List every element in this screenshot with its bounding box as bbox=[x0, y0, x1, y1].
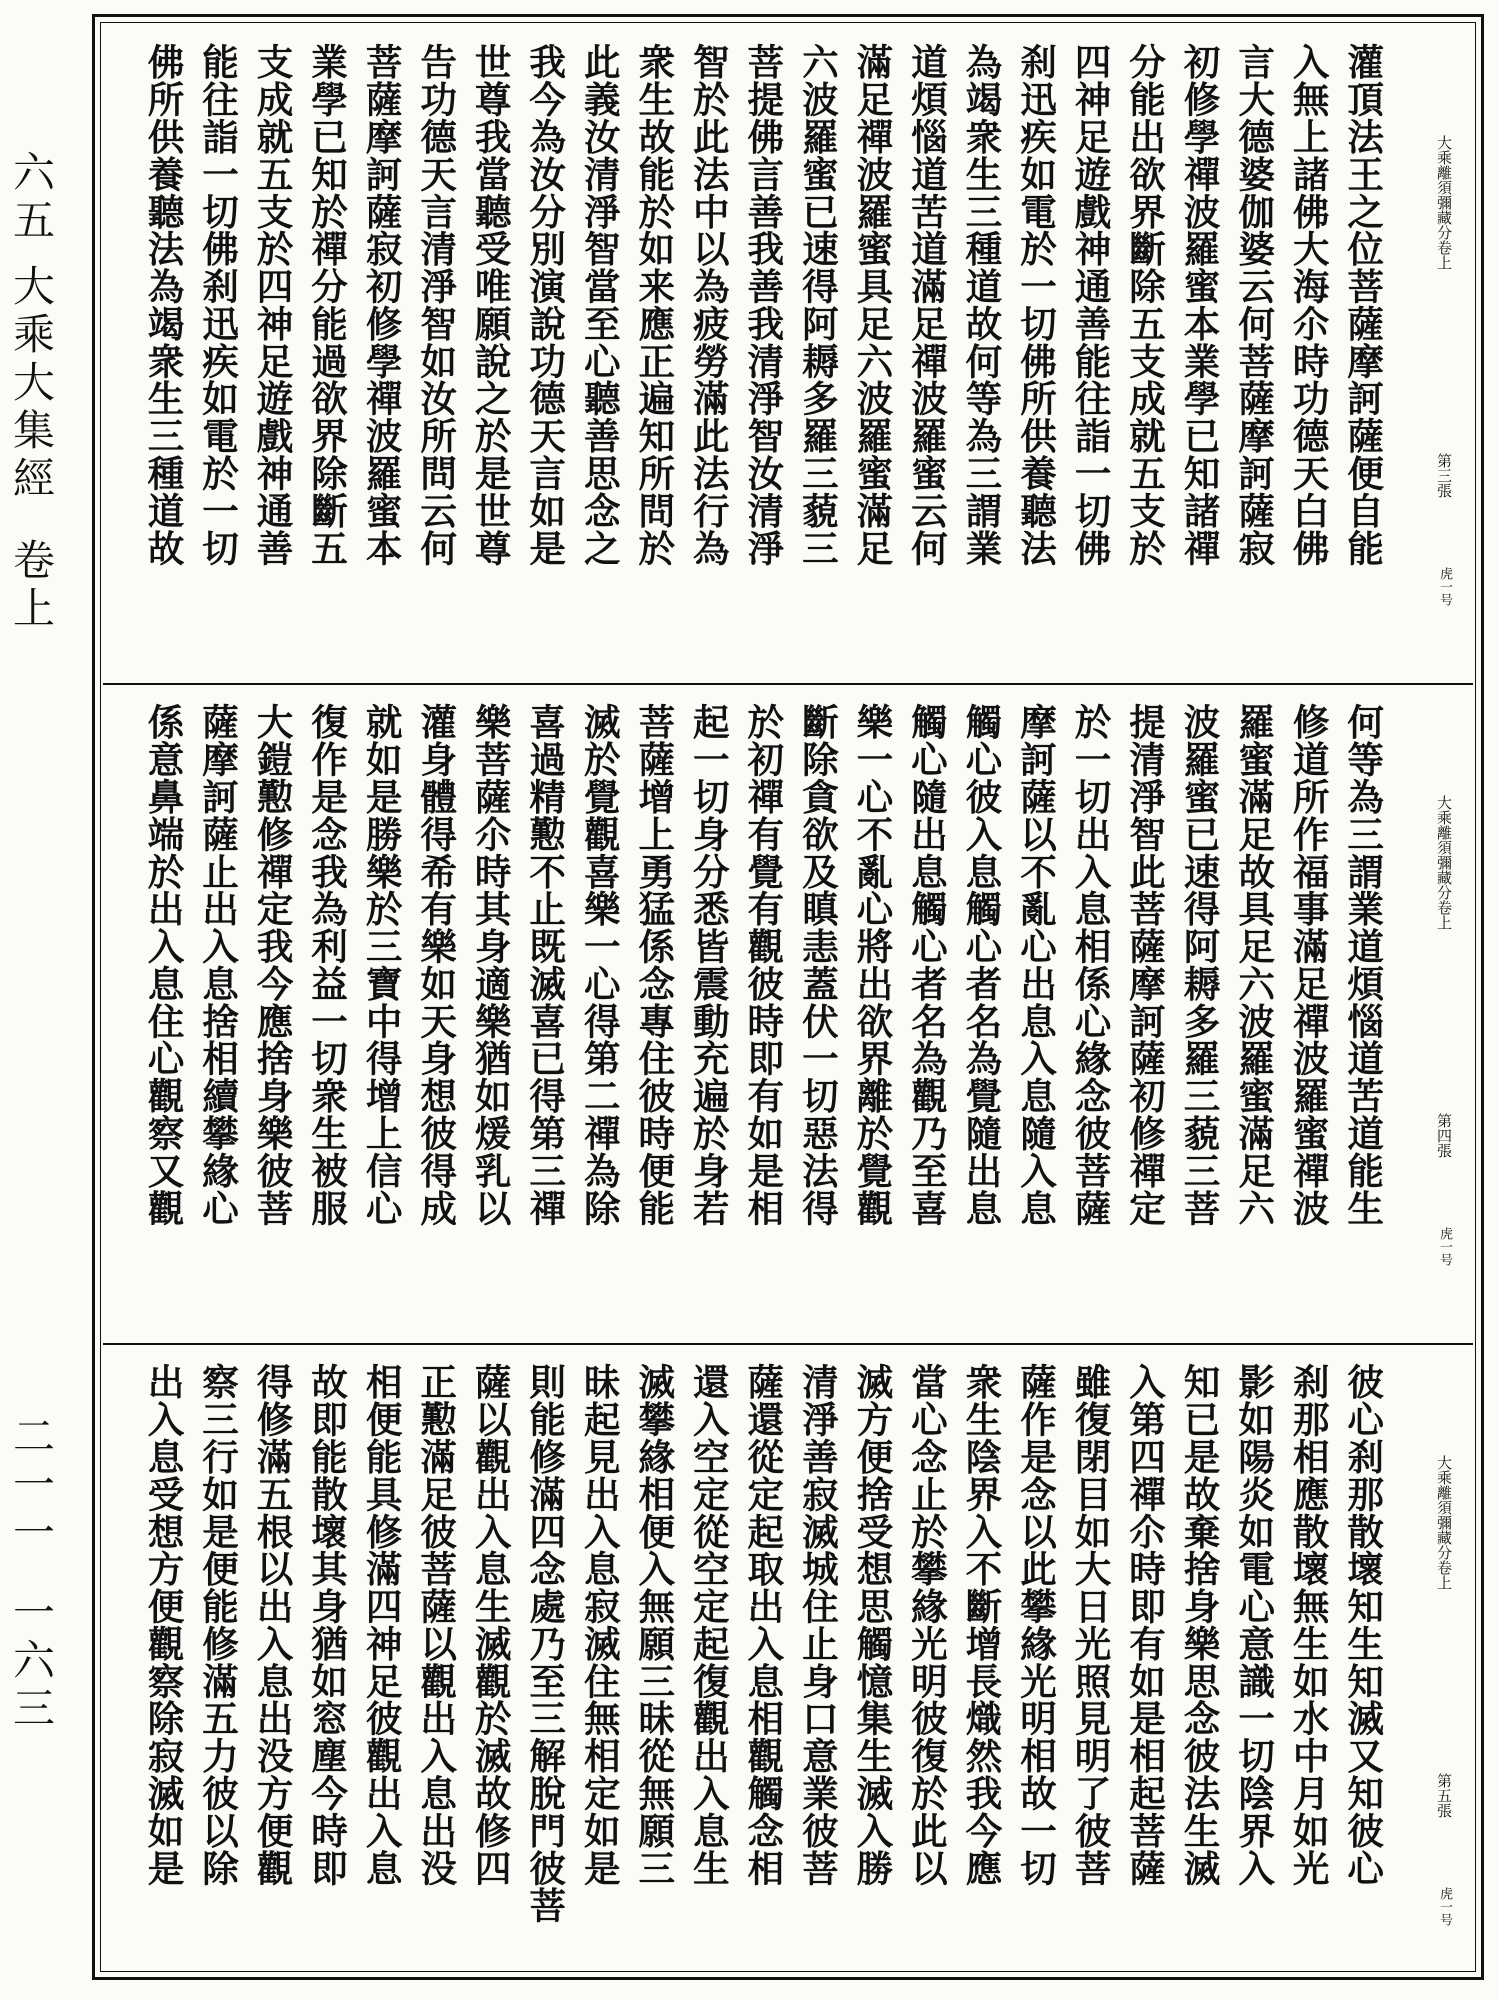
text-line: 薩作是念以此攀緣光明相故一切 bbox=[1014, 1363, 1058, 1887]
text-line: 滅方便捨受想思觸憶集生滅入勝 bbox=[850, 1363, 894, 1887]
text-line: 察三行如是便能修滿五力彼以除 bbox=[196, 1363, 240, 1887]
header-mark: 虎一号 bbox=[1437, 1227, 1452, 1266]
text-line: 滅攀緣相便入無願三昧從無願三 bbox=[632, 1363, 676, 1887]
text-line: 彼心刹那散壞知生知滅又知彼心 bbox=[1341, 1363, 1385, 1887]
text-line: 分能出欲界斷除五支成就五支於 bbox=[1123, 43, 1167, 567]
text-line: 還入空定從空定起復觀出入息生 bbox=[687, 1363, 731, 1887]
page-frame bbox=[92, 14, 1484, 1980]
text-line: 菩薩增上勇猛係念專住彼時便能 bbox=[632, 703, 676, 1227]
panel-2 bbox=[103, 683, 1473, 1337]
panel-3 bbox=[103, 1343, 1473, 1973]
header-page: 第三張 bbox=[1435, 453, 1453, 498]
text-line: 出入息受想方便觀察除寂滅如是 bbox=[142, 1363, 185, 1887]
text-line: 得修滿五根以出入息出没方便觀 bbox=[251, 1363, 295, 1887]
text-line: 滿足禪波羅蜜具足六波羅蜜滿足 bbox=[850, 43, 894, 567]
text-line: 知已是故棄捨身樂思念彼法生滅 bbox=[1178, 1363, 1222, 1887]
text-line: 喜過精懃不止既滅喜已得第三禪 bbox=[523, 703, 567, 1227]
text-line: 菩薩摩訶薩寂初修學禪波羅蜜本 bbox=[360, 43, 404, 567]
text-line: 大鎧懃修禪定我今應捨身樂彼菩 bbox=[251, 703, 295, 1227]
text-block bbox=[141, 1363, 1385, 1963]
text-line: 當心念止於攀緣光明彼復於此以 bbox=[905, 1363, 949, 1887]
text-line: 清淨善寂滅城住止身口意業彼菩 bbox=[796, 1363, 840, 1887]
panel-header bbox=[1429, 795, 1459, 1323]
text-line: 就如是勝樂於三寶中得增上信心 bbox=[360, 703, 404, 1227]
text-line: 摩訶薩以不亂心出息入息隨入息 bbox=[1014, 703, 1058, 1227]
text-line: 此義汝清淨智當至心聽善思念之 bbox=[578, 43, 622, 567]
text-line: 世尊我當聽受唯願說之於是世尊 bbox=[469, 43, 513, 567]
text-line: 修道所作福事滿足禪波羅蜜禪波 bbox=[1287, 703, 1331, 1227]
text-line: 初修學禪波羅蜜本業學已知諸禪 bbox=[1178, 43, 1222, 567]
text-line: 滅於覺觀喜樂一心得第二禪為除 bbox=[578, 703, 622, 1227]
text-line: 業學已知於禪分能過欲界除斷五 bbox=[305, 43, 349, 567]
text-line: 刹迅疾如電於一切佛所供養聽法 bbox=[1014, 43, 1058, 567]
text-line: 雖復閉目如大日光照見明了彼菩 bbox=[1069, 1363, 1113, 1887]
header-page: 第四張 bbox=[1435, 1113, 1453, 1158]
text-line: 提清淨智此菩薩摩訶薩初修禪定 bbox=[1123, 703, 1167, 1227]
header-mark: 虎一号 bbox=[1437, 567, 1452, 606]
text-line: 道煩惱道苦道滿足禪波羅蜜云何 bbox=[905, 43, 949, 567]
margin-volume: 卷上 bbox=[7, 538, 56, 634]
margin-column bbox=[0, 150, 62, 2000]
text-line: 灌頂法王之位菩薩摩訶薩便自能 bbox=[1341, 43, 1385, 567]
text-line: 故即能散壞其身猶如窓塵今時即 bbox=[305, 1363, 349, 1887]
text-line: 六波羅蜜已速得阿耨多羅三藐三 bbox=[796, 43, 840, 567]
text-line: 影如陽炎如電心意識一切陰界入 bbox=[1232, 1363, 1276, 1887]
header-title: 大乘離須彌藏分卷上 bbox=[1435, 135, 1453, 270]
text-line: 菩提佛言善我善我清淨智汝清淨 bbox=[741, 43, 785, 567]
text-line: 何等為三謂業道煩惱道苦道能生 bbox=[1341, 703, 1385, 1227]
text-line: 於初禪有覺有觀彼時即有如是相 bbox=[741, 703, 785, 1227]
text-line: 言大德婆伽婆云何菩薩摩訶薩寂 bbox=[1232, 43, 1276, 567]
text-line: 我今為汝分別演說功德天言如是 bbox=[523, 43, 567, 567]
text-line: 入無上諸佛大海尒時功德天白佛 bbox=[1287, 43, 1331, 567]
text-line: 羅蜜滿足故具足六波羅蜜滿足六 bbox=[1232, 703, 1276, 1227]
text-line: 係意鼻端於出入息住心觀察又觀 bbox=[142, 703, 185, 1227]
text-line: 告功德天言清淨智如汝所問云何 bbox=[414, 43, 458, 567]
text-line: 入第四禪尒時即有如是相起菩薩 bbox=[1123, 1363, 1167, 1887]
text-line: 樂一心不亂心將出欲界離於覺觀 bbox=[850, 703, 894, 1227]
header-title: 大乘離須彌藏分卷上 bbox=[1435, 795, 1453, 930]
text-line: 灌身體得希有樂如天身想彼得成 bbox=[414, 703, 458, 1227]
header-mark: 虎一号 bbox=[1437, 1887, 1452, 1926]
margin-sub-number: 一六三 bbox=[7, 1590, 56, 1734]
text-line: 復作是念我為利益一切衆生被服 bbox=[305, 703, 349, 1227]
text-line: 支成就五支於四神足遊戲神通善 bbox=[251, 43, 295, 567]
text-line: 薩摩訶薩止出入息捨相續攀緣心 bbox=[196, 703, 240, 1227]
panel-1 bbox=[103, 25, 1473, 675]
text-line: 四神足遊戲神通善能往詣一切佛 bbox=[1069, 43, 1113, 567]
text-line: 能往詣一切佛刹迅疾如電於一切 bbox=[196, 43, 240, 567]
text-line: 佛所供養聽法為竭衆生三種道故 bbox=[142, 43, 185, 567]
text-line: 相便能具修滿四神足彼觀出入息 bbox=[360, 1363, 404, 1887]
text-line: 於一切出入息相係心緣念彼菩薩 bbox=[1069, 703, 1113, 1227]
text-line: 斷除貪欲及瞋恚蓋伏一切惡法得 bbox=[796, 703, 840, 1227]
text-line: 薩以觀出入息生滅觀於滅故修四 bbox=[469, 1363, 513, 1887]
text-line: 為竭衆生三種道故何等為三謂業 bbox=[959, 43, 1003, 567]
text-block bbox=[141, 703, 1385, 1327]
text-line: 起一切身分悉皆震動充遍於身若 bbox=[687, 703, 731, 1227]
panel-header bbox=[1429, 1455, 1459, 1959]
header-page: 第五張 bbox=[1435, 1773, 1453, 1818]
margin-page-number: 六五 bbox=[7, 150, 56, 246]
text-line: 智於此法中以為疲勞滿此法行為 bbox=[687, 43, 731, 567]
margin-title: 大乘大集經 bbox=[7, 264, 56, 504]
text-line: 波羅蜜已速得阿耨多羅三藐三菩 bbox=[1178, 703, 1222, 1227]
text-line: 衆生故能於如来應正遍知所問於 bbox=[632, 43, 676, 567]
text-line: 衆生陰界入不斷增長熾然我今應 bbox=[959, 1363, 1003, 1887]
text-line: 則能修滿四念處乃至三解脫門彼菩 bbox=[523, 1363, 567, 1924]
text-line: 昧起見出入息寂滅住無相定如是 bbox=[578, 1363, 622, 1887]
header-title: 大乘離須彌藏分卷上 bbox=[1435, 1455, 1453, 1590]
panel-header bbox=[1429, 135, 1459, 661]
text-line: 樂菩薩尒時其身適樂猶如煖乳以 bbox=[469, 703, 513, 1227]
margin-folio: 二一一 bbox=[7, 1414, 56, 1558]
text-line: 正懃滿足彼菩薩以觀出入息出没 bbox=[414, 1363, 458, 1887]
text-line: 觸心隨出息觸心者名為觀乃至喜 bbox=[905, 703, 949, 1227]
text-line: 薩還從定起取出入息相觀觸念相 bbox=[741, 1363, 785, 1887]
text-line: 觸心彼入息觸心者名為覺隨出息 bbox=[959, 703, 1003, 1227]
text-line: 刹那相應散壞無生如水中月如光 bbox=[1287, 1363, 1331, 1887]
text-block bbox=[141, 43, 1385, 665]
